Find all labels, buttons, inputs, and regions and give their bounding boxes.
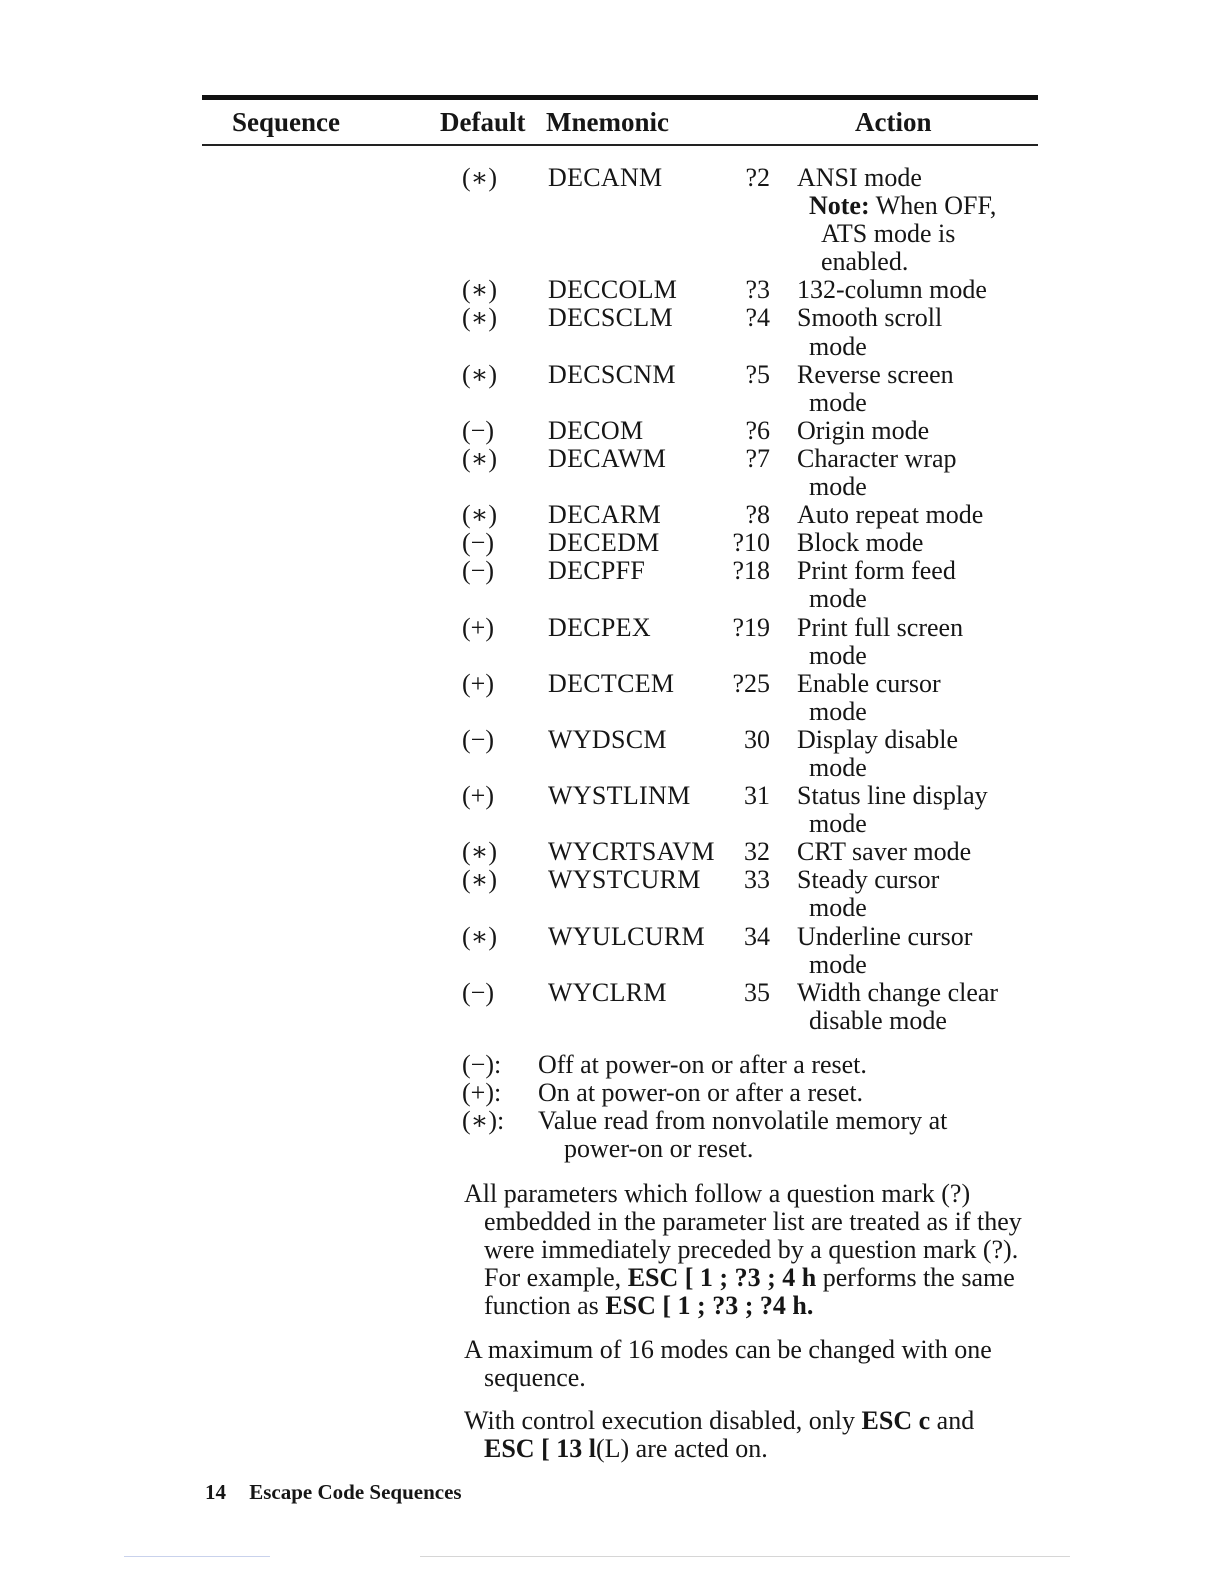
table-row	[0, 782, 1225, 838]
table-row	[0, 838, 1225, 866]
paragraph-control-execution	[464, 1407, 1044, 1463]
note-text: ATS mode is	[821, 219, 956, 249]
command-text: ESC [ 1 ; ?3 ; ?4 h.	[605, 1291, 814, 1320]
action-text: ANSI mode	[797, 163, 922, 192]
action-text: Block mode	[797, 528, 924, 558]
mnemonic: DECOM	[548, 415, 644, 445]
table-row	[0, 501, 1225, 529]
action-cell	[797, 501, 1032, 529]
legend-item	[462, 1079, 947, 1107]
legend-text: On at power-on or after a reset.	[538, 1078, 864, 1107]
legend-text: power-on or reset.	[564, 1134, 754, 1163]
mnemonic: DECSCNM	[548, 359, 676, 389]
parameter: 30	[744, 724, 770, 754]
action-cell	[797, 979, 1032, 1035]
table-row	[0, 979, 1225, 1035]
action-cell	[797, 923, 1032, 979]
action-cell	[797, 670, 1032, 726]
col-header-sequence: Sequence	[232, 107, 340, 137]
action-text: Print form feed	[797, 556, 956, 586]
mnemonic: WYSTCURM	[548, 865, 701, 895]
col-header-default: Default	[440, 107, 526, 137]
action-text: Width change clear	[797, 977, 999, 1007]
default-value: (∗)	[462, 921, 497, 951]
parameter: 33	[744, 865, 770, 895]
parameter: ?25	[732, 668, 770, 698]
legend-text: Off at power-on or after a reset.	[538, 1050, 867, 1079]
parameter: ?5	[745, 359, 770, 389]
command-text: ESC [ 1 ; ?3 ; 4 h	[627, 1263, 817, 1292]
action-text: Smooth scroll	[797, 303, 943, 333]
note-label: Note:	[809, 191, 870, 221]
default-value: (−)	[462, 528, 494, 558]
mnemonic: WYCRTSAVM	[548, 837, 715, 867]
body-text: All parameters which follow a question mark (?)	[464, 1179, 971, 1208]
action-text: Underline cursor	[797, 921, 973, 951]
action-text: mode	[809, 472, 867, 502]
table-row	[0, 361, 1225, 417]
default-value: (∗)	[462, 303, 497, 333]
scan-edge-line	[420, 1556, 1070, 1557]
default-value: (−)	[462, 556, 494, 586]
command-text: ESC c	[861, 1406, 931, 1435]
action-text: mode	[809, 752, 867, 782]
default-value: (−)	[462, 415, 494, 445]
paragraph-line	[464, 1435, 1044, 1463]
action-text: mode	[809, 331, 867, 361]
parameter: 34	[744, 921, 770, 951]
action-cell	[797, 838, 1032, 866]
parameter: ?6	[745, 415, 770, 445]
action-text: Auto repeat mode	[797, 500, 984, 530]
legend-symbol: (−):	[462, 1050, 502, 1079]
paragraph-line	[464, 1264, 1044, 1292]
note-line	[797, 248, 1032, 276]
action-text: mode	[809, 949, 867, 979]
table-row	[0, 614, 1225, 670]
mnemonic: DECPEX	[548, 612, 651, 642]
mnemonic: DECARM	[548, 500, 662, 530]
action-text: mode	[809, 809, 867, 839]
action-text: Reverse screen	[797, 359, 954, 389]
parameter: ?18	[732, 556, 770, 586]
paragraph-question-mark	[464, 1180, 1044, 1320]
action-text: disable mode	[809, 1005, 947, 1035]
action-text: Origin mode	[797, 415, 930, 445]
mnemonic: DECCOLM	[548, 275, 678, 305]
paragraph-line	[464, 1364, 1044, 1392]
action-cell	[797, 726, 1032, 782]
paragraph-line	[464, 1407, 1044, 1435]
table-row	[0, 529, 1225, 557]
action-text: Display disable	[797, 724, 959, 754]
action-cell	[797, 529, 1032, 557]
table-top-rule	[202, 95, 1038, 100]
table-header-rule	[202, 144, 1038, 146]
default-value: (+)	[462, 668, 494, 698]
parameter: ?8	[745, 500, 770, 530]
default-value: (∗)	[462, 837, 497, 867]
action-text: mode	[809, 893, 867, 923]
mnemonic: DECAWM	[548, 443, 667, 473]
default-value: (∗)	[462, 163, 497, 192]
default-value: (∗)	[462, 275, 497, 305]
body-text: For example,	[484, 1263, 628, 1292]
mnemonic: DECEDM	[548, 528, 660, 558]
body-text: were immediately preceded by a question mark (?).	[484, 1235, 1019, 1264]
default-value: (+)	[462, 781, 494, 811]
action-cell	[797, 276, 1032, 304]
paragraph-line	[464, 1292, 1044, 1320]
note-line	[797, 220, 1032, 248]
action-text: Steady cursor	[797, 865, 940, 895]
table-row	[0, 557, 1225, 613]
parameter: 32	[744, 837, 770, 867]
default-value: (−)	[462, 977, 494, 1007]
action-cell	[797, 164, 1032, 276]
body-text: sequence.	[484, 1363, 586, 1392]
table-row	[0, 726, 1225, 782]
scan-edge-line	[124, 1556, 270, 1557]
table-row	[0, 304, 1225, 360]
parameter: 35	[744, 977, 770, 1007]
mnemonic: DECANM	[548, 163, 663, 192]
parameter: ?2	[745, 163, 770, 192]
col-header-action: Action	[855, 107, 932, 137]
paragraph-max-modes	[464, 1336, 1044, 1392]
action-text: Status line display	[797, 781, 988, 811]
mnemonic: WYULCURM	[548, 921, 705, 951]
body-text: With control execution disabled, only	[464, 1406, 862, 1435]
page-number: 14	[205, 1480, 226, 1504]
action-text: Print full screen	[797, 612, 964, 642]
action-text: Enable cursor	[797, 668, 941, 698]
action-text: CRT saver mode	[797, 837, 972, 867]
action-text: mode	[809, 696, 867, 726]
mnemonic: WYSTLINM	[548, 781, 691, 811]
action-cell	[797, 361, 1032, 417]
mnemonic: DECSCLM	[548, 303, 673, 333]
paragraph-line	[464, 1208, 1044, 1236]
parameter: ?10	[732, 528, 770, 558]
table-row	[0, 445, 1225, 501]
table-row	[0, 670, 1225, 726]
table-row	[0, 417, 1225, 445]
mnemonic: DECPFF	[548, 556, 646, 586]
table-row	[0, 164, 1225, 276]
legend-symbol: (+):	[462, 1078, 502, 1107]
note-text: When OFF,	[875, 191, 997, 221]
action-text: 132-column mode	[797, 275, 987, 305]
action-cell	[797, 445, 1032, 501]
col-header-mnemonic: Mnemonic	[546, 107, 669, 137]
body-text: and	[930, 1406, 975, 1435]
default-value: (∗)	[462, 865, 497, 895]
default-value: (∗)	[462, 500, 497, 530]
default-value: (∗)	[462, 443, 497, 473]
action-text: mode	[809, 640, 867, 670]
action-text: Character wrap	[797, 443, 957, 473]
table-row	[0, 923, 1225, 979]
parameter: ?7	[745, 443, 770, 473]
action-cell	[797, 614, 1032, 670]
action-cell	[797, 866, 1032, 922]
action-cell	[797, 417, 1032, 445]
action-text: mode	[809, 387, 867, 417]
legend-symbol: (∗):	[462, 1106, 505, 1135]
body-text: (L) are acted on.	[595, 1434, 768, 1463]
table-row	[0, 866, 1225, 922]
default-value: (∗)	[462, 359, 497, 389]
table-row	[0, 276, 1225, 304]
paragraph-line	[464, 1236, 1044, 1264]
paragraph-line	[464, 1180, 1044, 1208]
parameter: ?19	[732, 612, 770, 642]
body-text: A maximum of 16 modes can be changed with one	[464, 1335, 992, 1364]
legend-item	[462, 1051, 947, 1079]
command-text: ESC [ 13 l	[484, 1434, 596, 1463]
default-legend	[462, 1051, 947, 1163]
parameter: ?3	[745, 275, 770, 305]
page-footer	[205, 1480, 462, 1505]
note-line	[797, 192, 1032, 220]
mnemonic: DECTCEM	[548, 668, 675, 698]
legend-text: Value read from nonvolatile memory at	[538, 1106, 948, 1135]
action-text: mode	[809, 584, 867, 614]
section-title: Escape Code Sequences	[249, 1480, 462, 1504]
action-cell	[797, 304, 1032, 360]
action-cell	[797, 557, 1032, 613]
default-value: (+)	[462, 612, 494, 642]
mnemonic: WYDSCM	[548, 724, 667, 754]
action-cell	[797, 782, 1032, 838]
note-text: enabled.	[821, 247, 909, 277]
parameter: 31	[744, 781, 770, 811]
body-text: embedded in the parameter list are treated as if they	[484, 1207, 1022, 1236]
body-text: function as	[484, 1291, 606, 1320]
default-value: (−)	[462, 724, 494, 754]
parameter: ?4	[745, 303, 770, 333]
body-text: performs the same	[816, 1263, 1015, 1292]
mnemonic: WYCLRM	[548, 977, 667, 1007]
paragraph-line	[464, 1336, 1044, 1364]
mode-table-body	[0, 164, 1225, 1035]
legend-item	[462, 1107, 947, 1135]
